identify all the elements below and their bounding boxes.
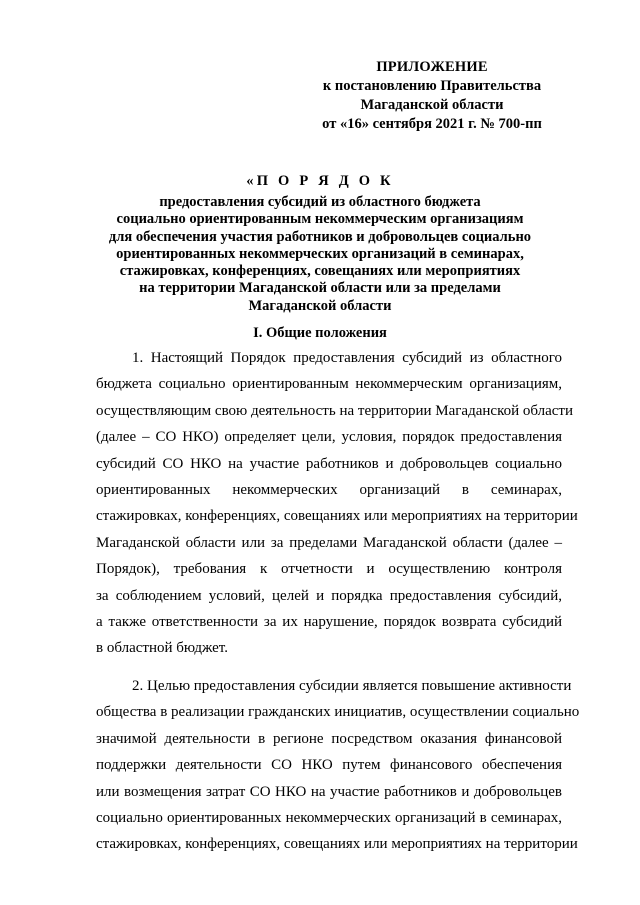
paragraph-line: осуществляющим свою деятельность на территории Магаданской области xyxy=(96,402,574,419)
order-subtitle-line: стажировках, конференциях, совещаниях или мероприятиях xyxy=(119,263,521,280)
paragraph-line: поддержки деятельности СО НКО путем финансового обеспечения xyxy=(96,757,562,774)
paragraph-line: 1. Настоящий Порядок предоставления субсидий из областного xyxy=(132,350,562,366)
appendix-title: ПРИЛОЖЕНИЕ xyxy=(376,59,488,75)
paragraph-line: общества в реализации гражданских инициатив, осуществлении социально xyxy=(96,704,580,721)
appendix-line: от «16» сентября 2021 г. № 700-пп xyxy=(322,116,542,132)
paragraph-line: Порядок), требования к отчетности и осуществлению контроля xyxy=(96,561,562,578)
order-subtitle-line: социально ориентированным некоммерческим организациям xyxy=(116,211,524,228)
paragraph-line: Магаданской области или за пределами Магаданской области (далее – xyxy=(96,534,562,551)
appendix-block xyxy=(300,58,564,134)
paragraph-line: за соблюдением условий, целей и порядка предоставления субсидий, xyxy=(96,587,562,604)
paragraph-2 xyxy=(96,673,580,858)
order-subtitle-line: на территории Магаданской области или за пределами xyxy=(139,280,501,297)
paragraph-line: ориентированных некоммерческих организаций в семинарах, xyxy=(96,481,562,498)
paragraph-line: (далее – СО НКО) определяет цели, условия, порядок предоставления xyxy=(96,429,562,446)
order-subtitle-line: Магаданской области xyxy=(248,297,392,314)
order-subtitle-line: ориентированных некоммерческих организаций в семинарах, xyxy=(116,245,524,262)
appendix-line: Магаданской области xyxy=(360,97,504,113)
order-title-block xyxy=(70,172,570,315)
appendix-line: к постановлению Правительства xyxy=(322,78,542,94)
paragraph-line: а также ответственности за их нарушение, порядок возврата субсидий xyxy=(96,613,562,630)
paragraph-line: 2. Целью предоставления субсидии является повышение активности xyxy=(132,678,572,694)
paragraph-line: стажировках, конференциях, совещаниях или мероприятиях на территории xyxy=(96,508,578,525)
order-subtitle-line: предоставления субсидий из областного бюджета xyxy=(159,194,481,210)
order-heading: «П О Р Я Д О К xyxy=(246,173,394,189)
paragraph-line: субсидий СО НКО на участие работников и добровольцев социально xyxy=(96,455,562,472)
paragraph-line: в областной бюджет. xyxy=(96,640,228,657)
paragraph-line: социально ориентированных некоммерческих организаций в семинарах, xyxy=(96,809,562,826)
paragraph-line: значимой деятельности в регионе посредством оказания финансовой xyxy=(96,730,562,747)
paragraph-line: бюджета социально ориентированным некоммерческим организациям, xyxy=(96,376,562,393)
paragraph-line: стажировках, конференциях, совещаниях или мероприятиях на территории xyxy=(96,836,578,853)
paragraph-1 xyxy=(96,345,578,662)
order-subtitle-line: для обеспечения участия работников и добровольцев социально xyxy=(108,228,532,245)
paragraph-line: или возмещения затрат СО НКО на участие работников и добровольцев xyxy=(96,783,562,800)
section-title: I. Общие положения xyxy=(253,325,387,341)
